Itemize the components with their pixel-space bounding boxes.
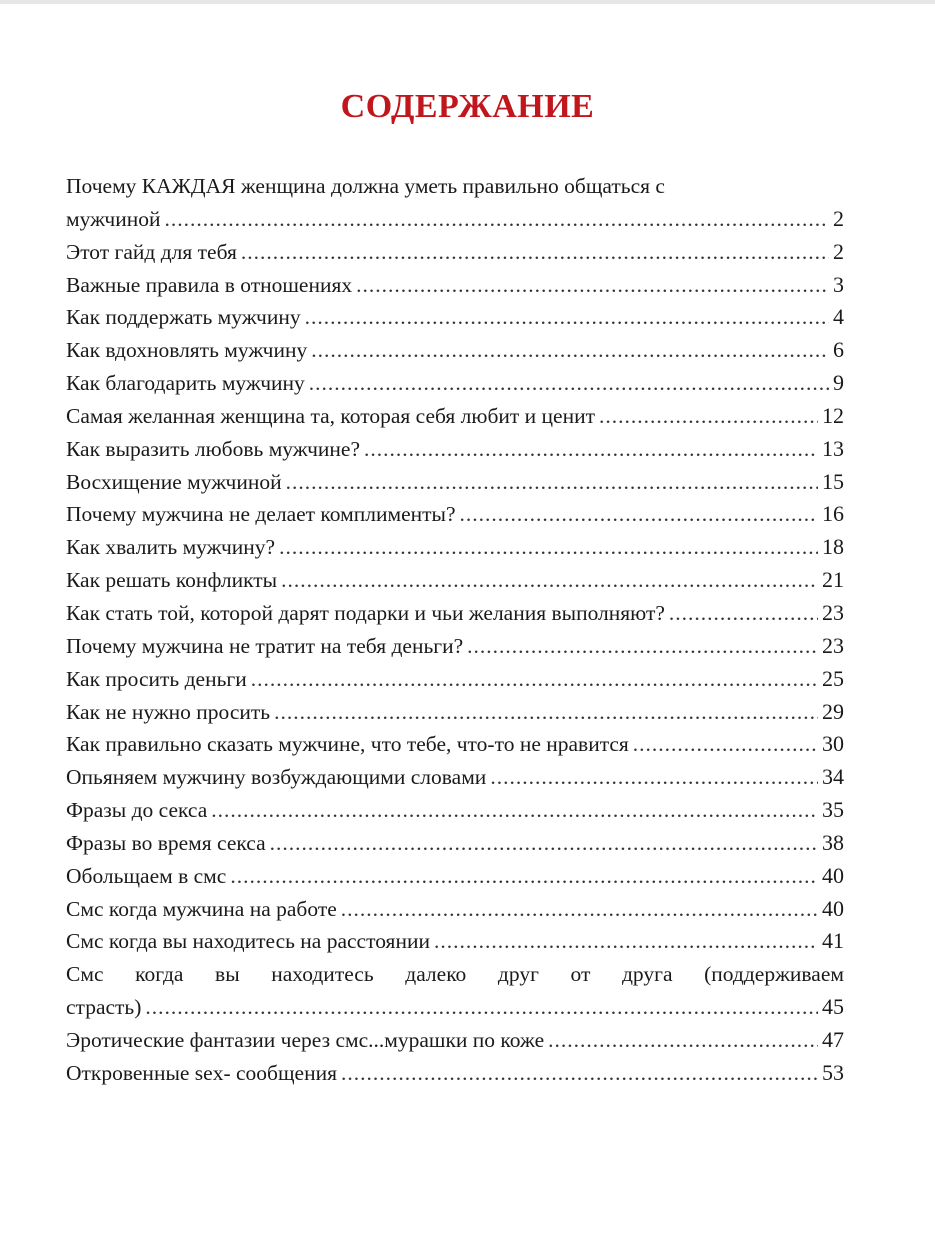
- toc-entry-page-number: 29: [822, 698, 844, 724]
- toc-entry: [66, 564, 844, 597]
- dot-leader: [251, 663, 818, 696]
- dot-leader: [434, 925, 818, 958]
- toc-entry-page-number: 23: [822, 599, 844, 625]
- toc-entry-page-number: 2: [833, 238, 844, 264]
- dot-leader: [460, 498, 818, 531]
- dot-leader: [364, 433, 818, 466]
- toc-entry: [66, 630, 844, 663]
- toc-entry-label: Как просить деньги: [66, 666, 247, 691]
- toc-entry-heading: Смс когда вы находитесь далеко друг от друга (поддерживаем: [66, 962, 844, 987]
- toc-entry: [66, 498, 844, 531]
- toc-entry: [66, 301, 844, 334]
- toc-entry-label: Почему мужчина не тратит на тебя деньги?: [66, 633, 464, 658]
- dot-leader: [599, 400, 818, 433]
- toc-entry-label: Фразы до секса: [66, 798, 208, 823]
- dot-leader: [633, 728, 818, 761]
- toc-entry: [66, 269, 844, 302]
- toc-entry-page-number: 38: [822, 829, 844, 855]
- dot-leader: [311, 334, 829, 367]
- toc-entry-page-number: 6: [833, 337, 844, 363]
- toc-entry-label: Самая желанная женщина та, которая себя любит и ценит: [66, 403, 596, 428]
- toc-entry-page-number: 30: [822, 731, 844, 757]
- toc-entry-row: [66, 334, 844, 367]
- toc-entry: [66, 597, 844, 630]
- toc-entry-page-number: 34: [822, 764, 844, 790]
- table-of-contents: [66, 170, 844, 1090]
- toc-entry-row: [66, 925, 844, 958]
- toc-entry-label: Этот гайд для тебя: [66, 239, 237, 264]
- toc-entry-row: [66, 466, 844, 499]
- toc-entry-page-number: 4: [833, 304, 844, 330]
- toc-entry: [66, 1057, 844, 1090]
- toc-entry-row: [66, 663, 844, 696]
- toc-entry-label: Опьяняем мужчину возбуждающими словами: [66, 765, 487, 790]
- toc-entry-row: [66, 301, 844, 334]
- toc-entry: [66, 761, 844, 794]
- toc-entry-label: Откровенные sex- сообщения: [66, 1060, 337, 1085]
- page-title: СОДЕРЖАНИЕ: [340, 88, 595, 125]
- toc-entry-page-number: 23: [822, 632, 844, 658]
- toc-entry-label: Восхищение мужчиной: [66, 469, 282, 494]
- toc-entry: [66, 433, 844, 466]
- toc-entry-page-number: 18: [822, 534, 844, 560]
- dot-leader: [669, 597, 818, 630]
- toc-entry-row: [66, 564, 844, 597]
- dot-leader: [211, 794, 818, 827]
- toc-entry-page-number: 21: [822, 567, 844, 593]
- toc-entry: [66, 1024, 844, 1057]
- toc-entry-label: Эротические фантазии через смс...мурашки по коже: [66, 1027, 545, 1052]
- toc-entry-label: Фразы во время секса: [66, 830, 266, 855]
- toc-entry-row: [66, 433, 844, 466]
- dot-leader: [309, 367, 829, 400]
- toc-entry-label: Как поддержать мужчину: [66, 305, 301, 330]
- toc-entry-row: [66, 794, 844, 827]
- toc-entry-page-number: 16: [822, 501, 844, 527]
- toc-entry-page-number: 40: [822, 895, 844, 921]
- toc-entry: [66, 367, 844, 400]
- toc-entry: [66, 794, 844, 827]
- dot-leader: [270, 827, 818, 860]
- dot-leader: [230, 860, 818, 893]
- toc-entry-label: Как не нужно просить: [66, 699, 271, 724]
- toc-entry-label: Как решать конфликты: [66, 568, 278, 593]
- toc-entry-label: Почему мужчина не делает комплименты?: [66, 502, 456, 527]
- toc-entry: [66, 236, 844, 269]
- toc-entry-label: Как стать той, которой дарят подарки и чьи желания выполняют?: [66, 600, 665, 625]
- toc-entry-page-number: 2: [833, 205, 844, 231]
- toc-entry-page-number: 25: [822, 665, 844, 691]
- toc-entry: [66, 466, 844, 499]
- dot-leader: [356, 269, 829, 302]
- toc-entry-label: страсть): [66, 995, 142, 1020]
- toc-entry: [66, 531, 844, 564]
- dot-leader: [286, 466, 818, 499]
- dot-leader: [241, 236, 829, 269]
- toc-entry-page-number: 9: [833, 370, 844, 396]
- toc-entry: [66, 827, 844, 860]
- toc-entry-row: [66, 597, 844, 630]
- toc-entry-page-number: 15: [822, 468, 844, 494]
- toc-entry-row: [66, 1024, 844, 1057]
- dot-leader: [274, 696, 818, 729]
- toc-entry-page-number: 3: [833, 271, 844, 297]
- page-top-edge: [0, 0, 935, 4]
- toc-entry-row: [66, 696, 844, 729]
- toc-entry: [66, 728, 844, 761]
- toc-entry-label: Как хвалить мужчину?: [66, 535, 276, 560]
- toc-entry: [66, 860, 844, 893]
- dot-leader: [145, 991, 818, 1024]
- toc-entry: [66, 170, 844, 236]
- toc-entry-row: [66, 728, 844, 761]
- toc-entry-label: Важные правила в отношениях: [66, 272, 353, 297]
- dot-leader: [341, 1057, 818, 1090]
- toc-entry: [66, 400, 844, 433]
- toc-entry: [66, 696, 844, 729]
- toc-entry-row: [66, 367, 844, 400]
- toc-entry-page-number: 53: [822, 1059, 844, 1085]
- toc-entry-label: Обольщаем в смс: [66, 863, 227, 888]
- toc-entry-row: [66, 531, 844, 564]
- toc-entry-row: [66, 269, 844, 302]
- toc-entry-row: [66, 893, 844, 926]
- toc-entry-row: [66, 498, 844, 531]
- dot-leader: [341, 893, 818, 926]
- toc-entry-label: Как правильно сказать мужчине, что тебе, что-то не нравится: [66, 732, 629, 757]
- dot-leader: [164, 203, 829, 236]
- dot-leader: [279, 531, 818, 564]
- toc-entry-row: [66, 827, 844, 860]
- toc-entry-label: мужчиной: [66, 206, 161, 231]
- toc-entry-row: [66, 761, 844, 794]
- toc-entry-label: Как выразить любовь мужчине?: [66, 436, 360, 461]
- toc-entry-heading: Почему КАЖДАЯ женщина должна уметь правильно общаться с: [66, 174, 665, 198]
- toc-entry-label: Смс когда вы находитесь на расстоянии: [66, 929, 430, 954]
- toc-entry-label: Как вдохновлять мужчину: [66, 338, 308, 363]
- toc-entry-row: [66, 1057, 844, 1090]
- toc-entry-page-number: 13: [822, 435, 844, 461]
- toc-entry-page-number: 45: [822, 994, 844, 1020]
- toc-entry-label: Смс когда мужчина на работе: [66, 896, 337, 921]
- toc-entry-row: [66, 236, 844, 269]
- toc-entry: [66, 663, 844, 696]
- toc-entry-page-number: 40: [822, 862, 844, 888]
- dot-leader: [490, 761, 818, 794]
- dot-leader: [281, 564, 818, 597]
- dot-leader: [467, 630, 818, 663]
- toc-entry: [66, 334, 844, 367]
- toc-entry-page-number: 12: [822, 402, 844, 428]
- toc-entry: [66, 958, 844, 1024]
- dot-leader: [305, 301, 829, 334]
- toc-entry-page-number: 47: [822, 1026, 844, 1052]
- toc-entry-row: [66, 630, 844, 663]
- dot-leader: [548, 1024, 818, 1057]
- toc-entry: [66, 925, 844, 958]
- toc-entry-row: [66, 400, 844, 433]
- toc-entry-row: [66, 860, 844, 893]
- toc-entry-row: [66, 991, 844, 1024]
- toc-entry-label: Как благодарить мужчину: [66, 371, 305, 396]
- toc-entry: [66, 893, 844, 926]
- toc-entry-row: [66, 203, 844, 236]
- toc-entry-page-number: 41: [822, 928, 844, 954]
- toc-entry-page-number: 35: [822, 797, 844, 823]
